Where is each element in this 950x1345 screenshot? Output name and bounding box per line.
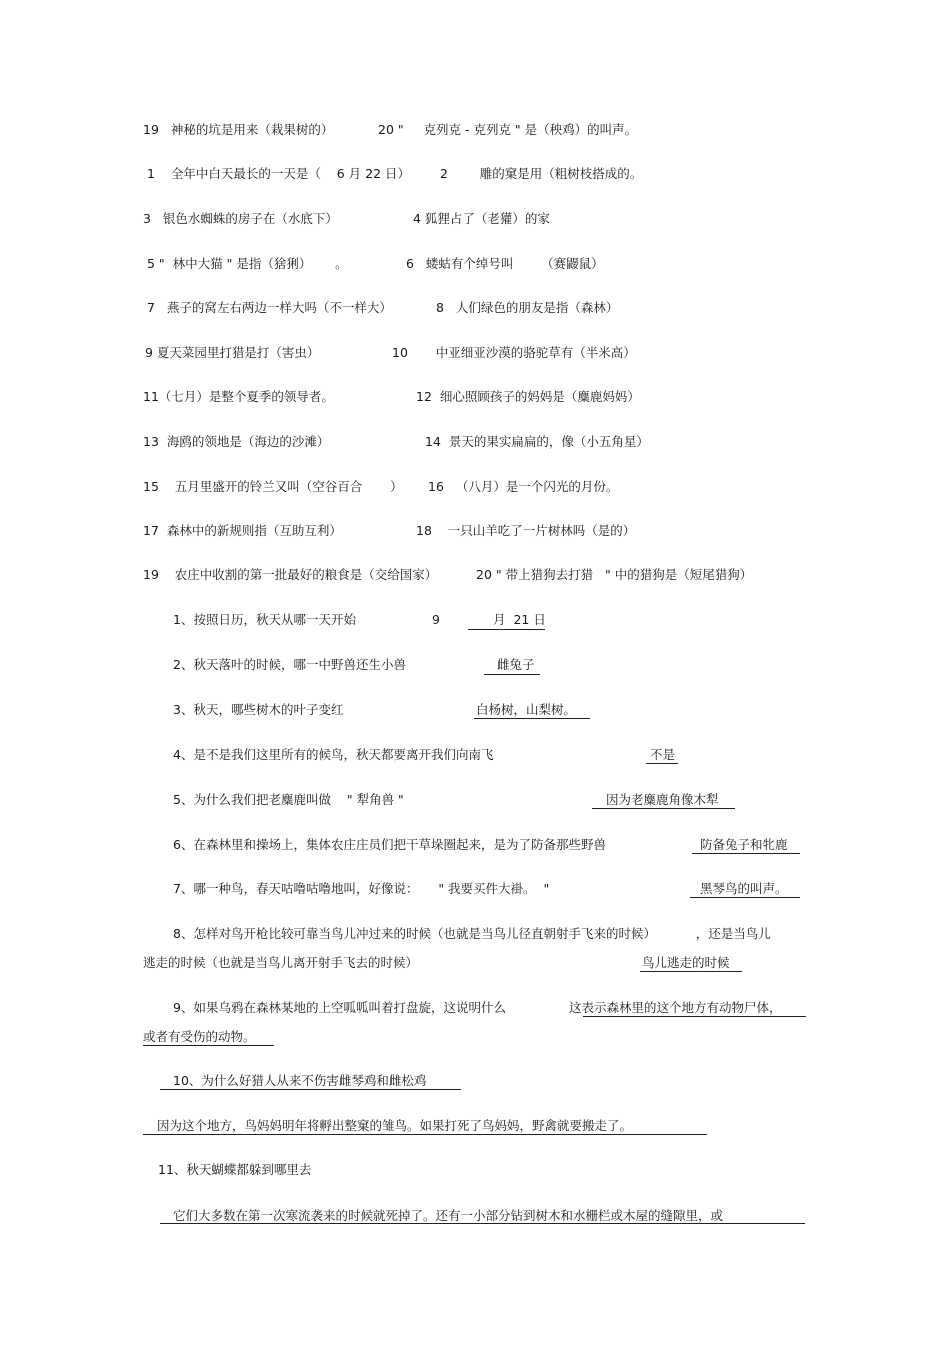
line-4-right: 6 蝼蛄有个绰号叫 （赛鼹鼠） [406,256,604,271]
answer-1: 月 21 日 [493,612,546,627]
question-4: 4、是不是我们这里所有的候鸟，秋天都要离开我们向南飞 [173,747,494,762]
line-6-left: 9 夏天菜园里打猎是打（害虫） [145,345,320,360]
answer-2-underline [484,674,540,675]
answer-7: 黑琴鸟的叫声。 [700,881,788,896]
question-8-line-2: 逃走的时候（也就是当鸟儿离开射手飞去的时候） [143,955,419,970]
line-10-left: 17 森林中的新规则指（互助互利） [143,523,342,538]
question-7: 7、哪一种鸟，春天咕噜咕噜地叫，好像说： " 我要买件大褂。 " [173,881,550,896]
line-9-left: 15 五月里盛开的铃兰又叫（空谷百合 ） [143,479,403,494]
answer-9-line-2: 或者有受伤的动物。 [143,1029,256,1044]
answer-8: 鸟儿逃走的时候 [642,955,730,970]
line-3-left: 3 银色水蜘蛛的房子在（水底下） [143,211,338,226]
question-10-underline [160,1089,461,1090]
line-1-left: 19 神秘的坑是用来（栽果树的） [143,122,334,137]
answer-9-underline-2 [143,1045,274,1046]
answer-3: 白杨树，山梨树。 [476,702,577,717]
answer-9-line-1: 这表示森林里的这个地方有动物尸体， [569,1000,782,1015]
answer-10: 因为这个地方，鸟妈妈明年将孵出整窠的雏鸟。如果打死了鸟妈妈，野禽就要搬走了。 [157,1118,633,1133]
line-8-left: 13 海鸥的领地是（海边的沙滩） [143,434,330,449]
answer-8-underline [640,971,742,972]
line-2-left: 1 全年中白天最长的一天是（ 6 月 22 日） [147,166,411,181]
question-1: 1、按照日历，秋天从哪一天开始 [173,612,356,627]
question-1-prefix: 9 [432,612,440,627]
answer-2: 雌兔子 [497,657,535,672]
answer-9-underline-1 [583,1016,806,1017]
line-9-right: 16 （八月）是一个闪光的月份。 [428,479,619,494]
answer-11: 它们大多数在第一次寒流袭来的时候就死掉了。还有一小部分钻到树木和水栅栏或木屋的缝隙里，或 [173,1208,724,1223]
answer-1-underline [468,629,545,630]
line-11-right: 20 " 带上猎狗去打猎 " 中的猎狗是（短尾猎狗） [476,567,753,582]
line-1-right: 20 " 克列克 - 克列克 " 是（秧鸡）的叫声。 [378,122,638,137]
line-5-left: 7 燕子的窝左右两边一样大吗（不一样大） [147,300,392,315]
line-11-left: 19 农庄中收割的第一批最好的粮食是（交给国家） [143,567,438,582]
question-2: 2、秋天落叶的时候，哪一中野兽还生小兽 [173,657,406,672]
line-3-right: 4 狐狸占了（老獾）的家 [413,211,550,226]
question-11: 11、秋天蝴蝶都躲到哪里去 [158,1162,312,1177]
question-9: 9、如果乌鸦在森林某地的上空呱呱叫着打盘旋，这说明什么 [173,1000,506,1015]
answer-11-underline [160,1223,805,1224]
line-6-right: 10 中亚细亚沙漠的骆驼草有（半米高） [392,345,636,360]
question-10: 10、为什么好猎人从来不伤害雌琴鸡和雌松鸡 [173,1073,427,1088]
answer-7-underline [690,897,800,898]
answer-3-underline [474,718,590,719]
line-4-left: 5 " 林中大猫 " 是指（猞猁） 。 [147,256,348,271]
line-7-right: 12 细心照顾孩子的妈妈是（麋鹿妈妈） [416,389,640,404]
answer-5: 因为老麋鹿角像木犁 [606,792,719,807]
question-5: 5、为什么我们把老麋鹿叫做 " 犁角兽 " [173,792,404,807]
answer-4: 不是 [650,747,676,762]
question-6: 6、在森林里和操场上，集体农庄庄员们把干草垛圈起来，是为了防备那些野兽 [173,837,606,852]
answer-6: 防备兔子和牝鹿 [700,837,788,852]
answer-5-underline [592,808,735,809]
line-10-right: 18 一只山羊吃了一片树林吗（是的） [416,523,636,538]
question-3: 3、秋天，哪些树木的叶子变红 [173,702,344,717]
line-7-left: 11（七月）是整个夏季的领导者。 [143,389,334,404]
answer-6-underline [692,853,800,854]
question-8-line-1: 8、怎样对鸟开枪比较可靠当鸟儿冲过来的时候（也就是当鸟儿径直朝射手飞来的时候） ，还是当鸟儿 [173,926,771,941]
answer-10-underline [143,1134,707,1135]
line-5-right: 8 人们绿色的朋友是指（森林） [436,300,619,315]
line-8-right: 14 景天的果实扁扁的，像（小五角星） [425,434,649,449]
line-2-right: 2 雕的窠是用（粗树枝搭成的。 [440,166,643,181]
answer-4-underline [646,763,678,764]
